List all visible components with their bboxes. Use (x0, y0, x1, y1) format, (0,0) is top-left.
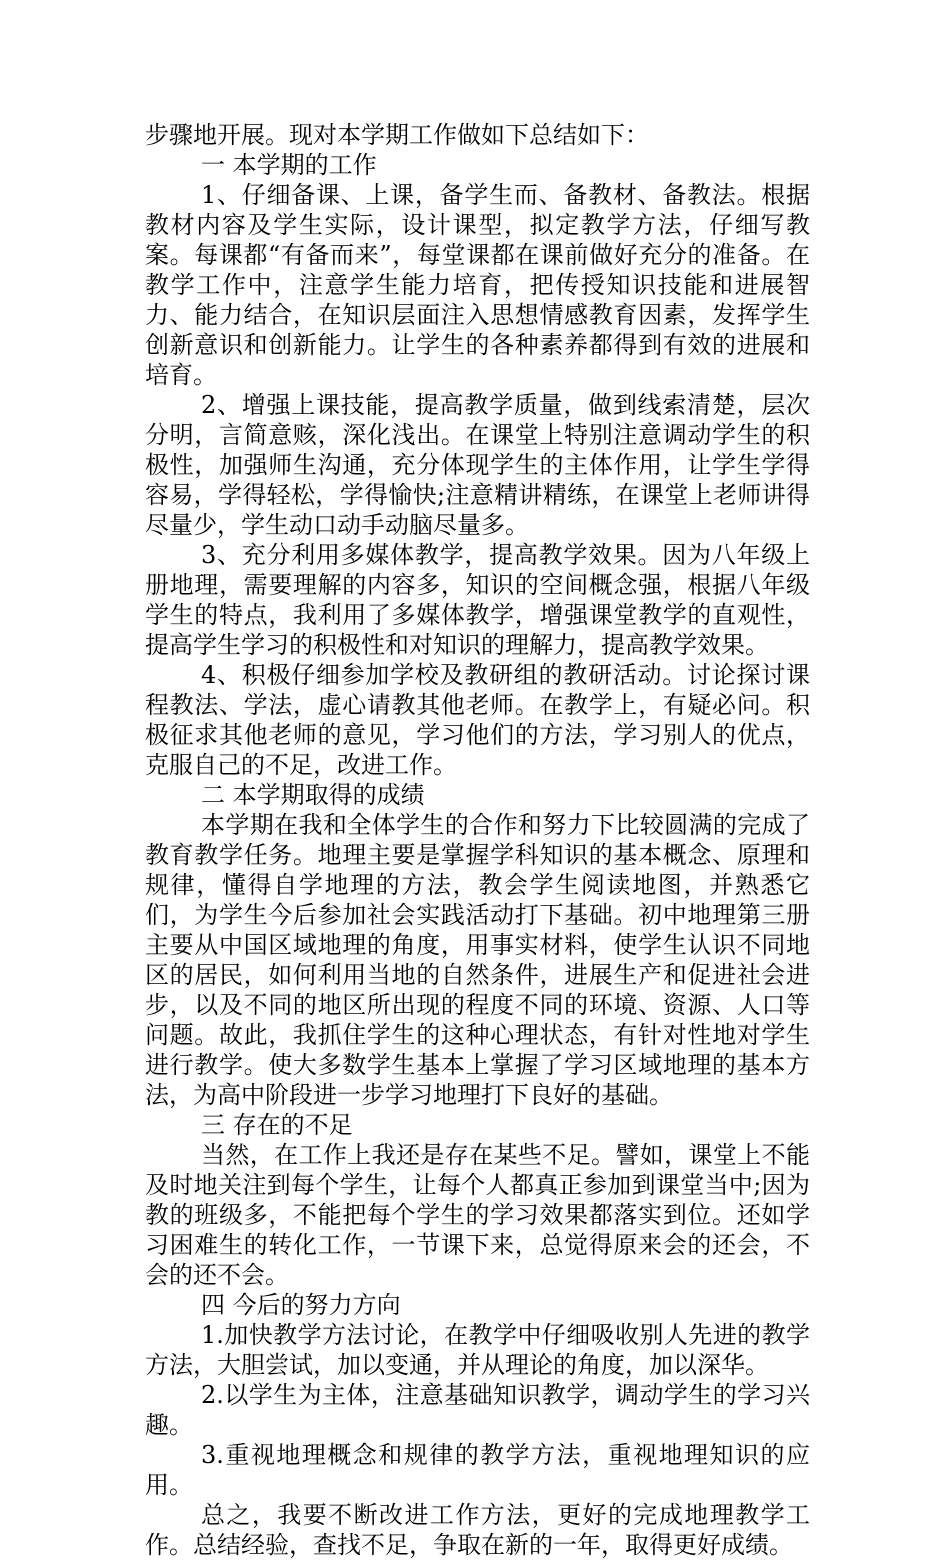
paragraph-work-1: 1、仔细备课、上课，备学生而、备教材、备教法。根据教材内容及学生实际，设计课型，拟定教学方法，仔细写教案。每课都“有备而来”，每堂课都在课前做好充分的准备。在教学工作中，注意学生能力培育，把传授知识技能和进展智力、能力结合，在知识层面注入思想情感教育因素，发挥学生创新意识和创新能力。让学生的各种素养都得到有效的进展和培育。 (145, 181, 810, 389)
section-heading-work: 一 本学期的工作 (201, 151, 377, 179)
paragraph-future-2: 2.以学生为主体，注意基础知识教学，调动学生的学习兴趣。 (145, 1381, 810, 1439)
document-body (145, 120, 810, 1560)
paragraph-achievements: 本学期在我和全体学生的合作和努力下比较圆满的完成了教育教学任务。地理主要是掌握学科知识的基本概念、原理和规律，懂得自学地理的方法，教会学生阅读地图，并熟悉它们，为学生今后参加社会实践活动打下基础。初中地理第三册主要从中国区域地理的角度，用事实材料，使学生认识不同地区的居民，如何利用当地的自然条件，进展生产和促进社会进步，以及不同的地区所出现的程度不同的环境、资源、人口等问题。故此，我抓住学生的这种心理状态，有针对性地对学生进行教学。使大多数学生基本上掌握了学习区域地理的基本方法，为高中阶段进一步学习地理打下良好的基础。 (145, 811, 810, 1109)
paragraph-work-3: 3、充分利用多媒体教学，提高教学效果。因为八年级上册地理，需要理解的内容多，知识的空间概念强，根据八年级学生的特点，我利用了多媒体教学，增强课堂教学的直观性，提高学生学习的积极性和对知识的理解力，提高教学效果。 (145, 541, 810, 659)
section-heading-shortcomings: 三 存在的不足 (201, 1111, 353, 1139)
paragraph-future-1: 1.加快教学方法讨论，在教学中仔细吸收别人先进的教学方法，大胆尝试，加以变通，并从理论的角度，加以深华。 (145, 1321, 810, 1379)
paragraph-shortcomings: 当然，在工作上我还是存在某些不足。譬如，课堂上不能及时地关注到每个学生，让每个人都真正参加到课堂当中;因为教的班级多，不能把每个学生的学习效果都落实到位。还如学习困难生的转化工作，一节课下来，总觉得原来会的还会，不会的还不会。 (145, 1141, 810, 1289)
paragraph-work-4: 4、积极仔细参加学校及教研组的教研活动。讨论探讨课程教法、学法，虚心请教其他老师。在教学上，有疑必问。积极征求其他老师的意见，学习他们的方法，学习别人的优点，克服自己的不足，改进工作。 (145, 661, 810, 779)
paragraph-work-2: 2、增强上课技能，提高教学质量，做到线索清楚，层次分明，言简意赅，深化浅出。在课堂上特别注意调动学生的积极性，加强师生沟通，充分体现学生的主体作用，让学生学得容易，学得轻松，学得愉快;注意精讲精练，在课堂上老师讲得尽量少，学生动口动手动脑尽量多。 (145, 391, 810, 539)
paragraph-intro: 步骤地开展。现对本学期工作做如下总结如下： (145, 121, 649, 149)
paragraph-future-3: 3.重视地理概念和规律的教学方法，重视地理知识的应用。 (145, 1441, 810, 1499)
section-heading-achievements: 二 本学期取得的成绩 (201, 781, 425, 809)
section-heading-future: 四 今后的努力方向 (201, 1291, 401, 1319)
paragraph-conclusion: 总之，我要不断改进工作方法，更好的完成地理教学工作。总结经验，查找不足，争取在新的一年，取得更好成绩。 (145, 1501, 810, 1559)
